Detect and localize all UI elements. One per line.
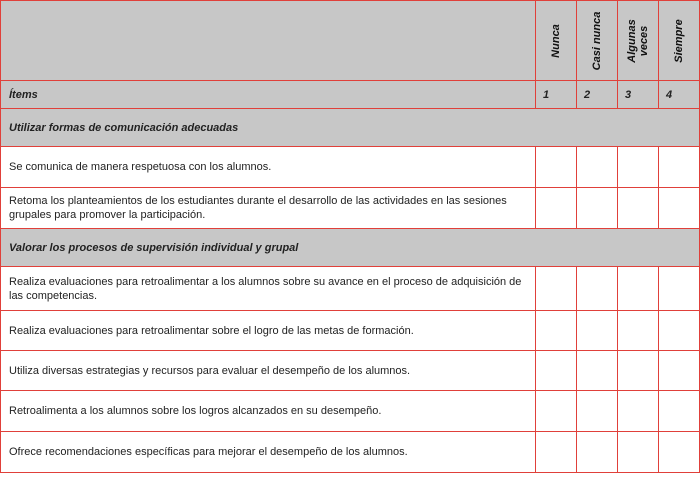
rating-cell-3[interactable] <box>618 147 659 188</box>
rating-cell-1[interactable] <box>536 267 577 311</box>
items-label: Ítems <box>1 81 536 109</box>
rating-cell-4[interactable] <box>659 267 700 311</box>
section-title: Utilizar formas de comunicación adecuadas <box>1 109 700 147</box>
header-option-casi-nunca <box>577 1 618 81</box>
item-text: Utiliza diversas estrategias y recursos para evaluar el desempeño de los alumnos. <box>1 351 536 391</box>
item-text: Realiza evaluaciones para retroalimentar a los alumnos sobre su avance en el proceso de adquisición de las competencias. <box>1 267 536 311</box>
rating-cell-4[interactable] <box>659 351 700 391</box>
rating-cell-2[interactable] <box>577 188 618 229</box>
table-row <box>1 311 700 351</box>
item-text: Realiza evaluaciones para retroalimentar sobre el logro de las metas de formación. <box>1 311 536 351</box>
option-number: 2 <box>577 81 618 109</box>
rating-cell-2[interactable] <box>577 267 618 311</box>
rating-cell-4[interactable] <box>659 391 700 432</box>
rating-cell-3[interactable] <box>618 311 659 351</box>
rating-cell-1[interactable] <box>536 147 577 188</box>
table-row <box>1 391 700 432</box>
item-text: Se comunica de manera respetuosa con los alumnos. <box>1 147 536 188</box>
section-title: Valorar los procesos de supervisión individual y grupal <box>1 229 700 267</box>
rating-cell-4[interactable] <box>659 188 700 229</box>
option-number: 1 <box>536 81 577 109</box>
table-row <box>1 147 700 188</box>
item-text: Ofrece recomendaciones específicas para mejorar el desempeño de los alumnos. <box>1 432 536 473</box>
rating-cell-2[interactable] <box>577 432 618 473</box>
table-row <box>1 267 700 311</box>
rating-cell-1[interactable] <box>536 351 577 391</box>
rating-cell-1[interactable] <box>536 432 577 473</box>
item-text: Retroalimenta a los alumnos sobre los logros alcanzados en su desempeño. <box>1 391 536 432</box>
item-text: Retoma los planteamientos de los estudiantes durante el desarrollo de las actividades en las sesiones grupales para promover la participación. <box>1 188 536 229</box>
option-label: Algunas veces <box>626 18 650 63</box>
option-label: Siempre <box>673 18 685 63</box>
rating-cell-4[interactable] <box>659 311 700 351</box>
rating-cell-2[interactable] <box>577 391 618 432</box>
header-option-siempre <box>659 1 700 81</box>
table-row <box>1 432 700 473</box>
header-options-row <box>1 1 700 81</box>
rating-cell-1[interactable] <box>536 391 577 432</box>
rating-cell-3[interactable] <box>618 351 659 391</box>
header-option-algunas-veces <box>618 1 659 81</box>
rating-cell-1[interactable] <box>536 188 577 229</box>
option-label: Nunca <box>550 23 562 58</box>
table-row <box>1 188 700 229</box>
header-blank-cell <box>1 1 536 81</box>
option-number: 3 <box>618 81 659 109</box>
rating-cell-2[interactable] <box>577 311 618 351</box>
rating-cell-3[interactable] <box>618 267 659 311</box>
header-option-nunca <box>536 1 577 81</box>
table-row <box>1 351 700 391</box>
option-number: 4 <box>659 81 700 109</box>
rating-cell-3[interactable] <box>618 188 659 229</box>
rating-cell-4[interactable] <box>659 432 700 473</box>
header-numbers-row <box>1 81 700 109</box>
option-label: Casi nunca <box>591 11 603 70</box>
rating-cell-1[interactable] <box>536 311 577 351</box>
rating-cell-4[interactable] <box>659 147 700 188</box>
rating-cell-2[interactable] <box>577 351 618 391</box>
section-header-row <box>1 109 700 147</box>
rating-cell-3[interactable] <box>618 391 659 432</box>
section-header-row <box>1 229 700 267</box>
rating-cell-3[interactable] <box>618 432 659 473</box>
rating-cell-2[interactable] <box>577 147 618 188</box>
